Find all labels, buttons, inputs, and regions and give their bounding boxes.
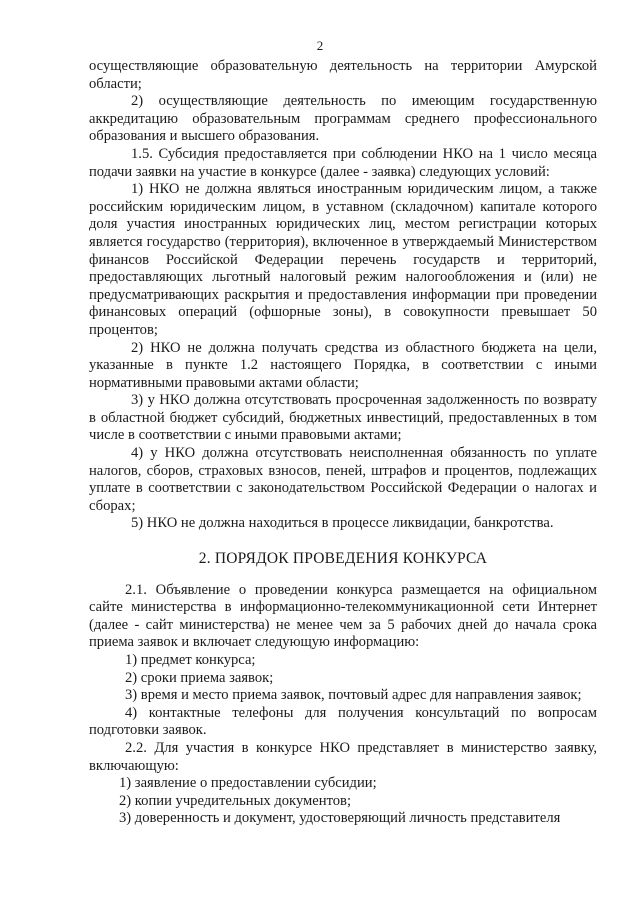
page-number: 2 — [316, 38, 324, 53]
list-item: 3) время и место приема заявок, почтовый адрес для направления заявок; — [125, 687, 582, 704]
paragraph: 3) у НКО должна отсутствовать просроченная задолженность по возврату в областной бюджет субсидий, бюджетных инвестиций, предоставленных в том числе в соответствии с иными правовыми актами; — [89, 392, 597, 444]
document-body — [89, 58, 597, 828]
list-item: 4) контактные телефоны для получения консультаций по вопросам подготовки заявок. — [89, 704, 597, 739]
paragraph: 5) НКО не должна находиться в процессе ликвидации, банкротства. — [131, 515, 554, 532]
paragraph: 4) у НКО должна отсутствовать неисполненная обязанность по уплате налогов, сборов, страховых взносов, пеней, штрафов и процентов, подлежащих уплате в соответствии с законодательством Российской Федерации о налогах и сборах; — [89, 445, 597, 514]
paragraph: 1) НКО не должна являться иностранным юридическим лицом, а также российским юридическим лицом, в уставном (складочном) капитале которого доля участия иностранных юридических лиц, местом регистрации которых является государство (территория), включенное в утверждаемый Министерством финансов Российской Федерации перечень государств и территорий, предоставляющих льготный налоговый режим налогообложения и (или) не предусматривающих раскрытия и предоставления информации при проведении финансовых операций (офшорные зоны), в совокупности превышает 50 процентов; — [89, 181, 597, 338]
paragraph: 1.5. Субсидия предоставляется при соблюдении НКО на 1 число месяца подачи заявки на участие в конкурсе (далее - заявка) следующих условий: — [89, 145, 597, 180]
list-item: 2) сроки приема заявок; — [125, 669, 274, 686]
list-item: 3) доверенность и документ, удостоверяющий личность представителя — [119, 810, 561, 827]
paragraph: осуществляющие образовательную деятельность на территории Амурской области; — [89, 58, 597, 92]
paragraph: 2.1. Объявление о проведении конкурса размещается на официальном сайте министерства в информационно-телекоммуникационной сети Интернет (далее - сайт министерства) не менее чем за 5 рабочих дней до начала срока приема заявок и включает следующую информацию: — [89, 581, 597, 651]
list-item: 1) заявление о предоставлении субсидии; — [119, 775, 377, 792]
section-heading: 2. ПОРЯДОК ПРОВЕДЕНИЯ КОНКУРСА — [198, 550, 488, 568]
paragraph: 2) осуществляющие деятельность по имеющим государственную аккредитацию образовательным программам среднего профессионального образования и высшего образования. — [89, 93, 597, 145]
paragraph: 2.2. Для участия в конкурсе НКО представляет в министерство заявку, включающую: — [89, 739, 597, 774]
list-item: 2) копии учредительных документов; — [119, 792, 351, 809]
list-item: 1) предмет конкурса; — [125, 652, 256, 668]
paragraph: 2) НКО не должна получать средства из областного бюджета на цели, указанные в пункте 1.2 настоящего Порядка, в соответствии с иными нормативными правовыми актами области; — [89, 339, 597, 391]
